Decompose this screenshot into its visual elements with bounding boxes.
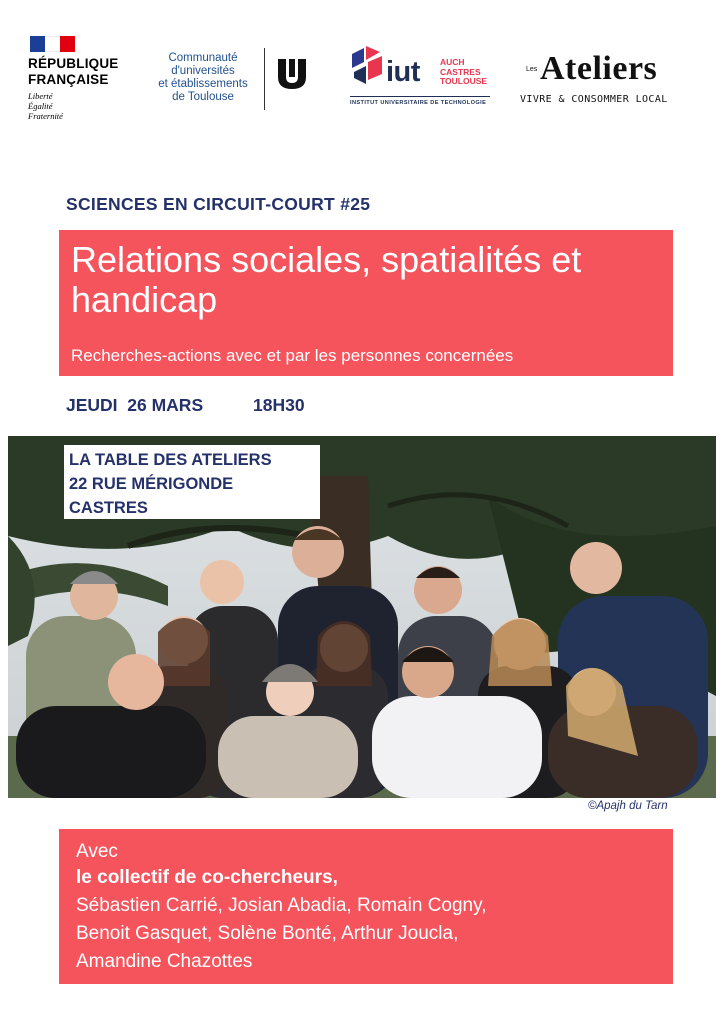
participants-intro: Avec (76, 841, 118, 862)
participants-names-line: Benoit Gasquet, Solène Bonté, Arthur Joucla, (76, 923, 459, 944)
participants-banner (59, 829, 673, 984)
republique-name: RÉPUBLIQUE FRANÇAISE (28, 56, 119, 87)
iut-logo (348, 40, 490, 112)
participants-collective: le collectif de co-chercheurs, (76, 867, 338, 888)
title-banner (59, 230, 673, 376)
comue-logo: Communauté d'universités et établissements de Toulouse (158, 52, 248, 103)
venue-street: 22 RUE MÉRIGONDE (69, 475, 234, 493)
republique-francaise-logo (28, 36, 138, 121)
group-photo (8, 436, 716, 798)
venue-name: LA TABLE DES ATELIERS (69, 451, 272, 469)
iut-rule (350, 96, 490, 97)
ateliers-wordmark: Ateliers (540, 50, 658, 87)
ateliers-tagline: VIVRE & CONSOMMER LOCAL (520, 94, 668, 105)
republique-motto: Liberté Égalité Fraternité (28, 91, 63, 121)
logo-divider (264, 48, 265, 110)
photo-credit: ©Apajh du Tarn (588, 800, 668, 812)
venue-card (64, 445, 320, 519)
iut-cube-icon (348, 44, 388, 88)
iut-wordmark: iut (386, 56, 420, 88)
event-subtitle: Recherches-actions avec et par les personnes concernées (71, 346, 514, 365)
event-title: Relations sociales, spatialités et handicap (71, 239, 582, 320)
participants-names-line: Amandine Chazottes (76, 951, 253, 972)
participants-names-line: Sébastien Carrié, Josian Abadia, Romain Cogny, (76, 895, 487, 916)
event-date: JEUDI 26 MARS (66, 395, 204, 415)
ateliers-logo: Les Ateliers VIVRE & CONSOMMER LOCAL (520, 50, 668, 105)
event-time: 18H30 (253, 395, 305, 415)
universite-toulouse-u-icon (274, 55, 310, 91)
series-label: SCIENCES EN CIRCUIT-COURT #25 (66, 194, 371, 214)
iut-subtitle: INSTITUT UNIVERSITAIRE DE TECHNOLOGIE (350, 100, 487, 106)
venue-city: CASTRES (69, 499, 148, 517)
french-flag-icon (30, 36, 75, 52)
iut-cities: AUCH CASTRES TOULOUSE (440, 57, 488, 86)
